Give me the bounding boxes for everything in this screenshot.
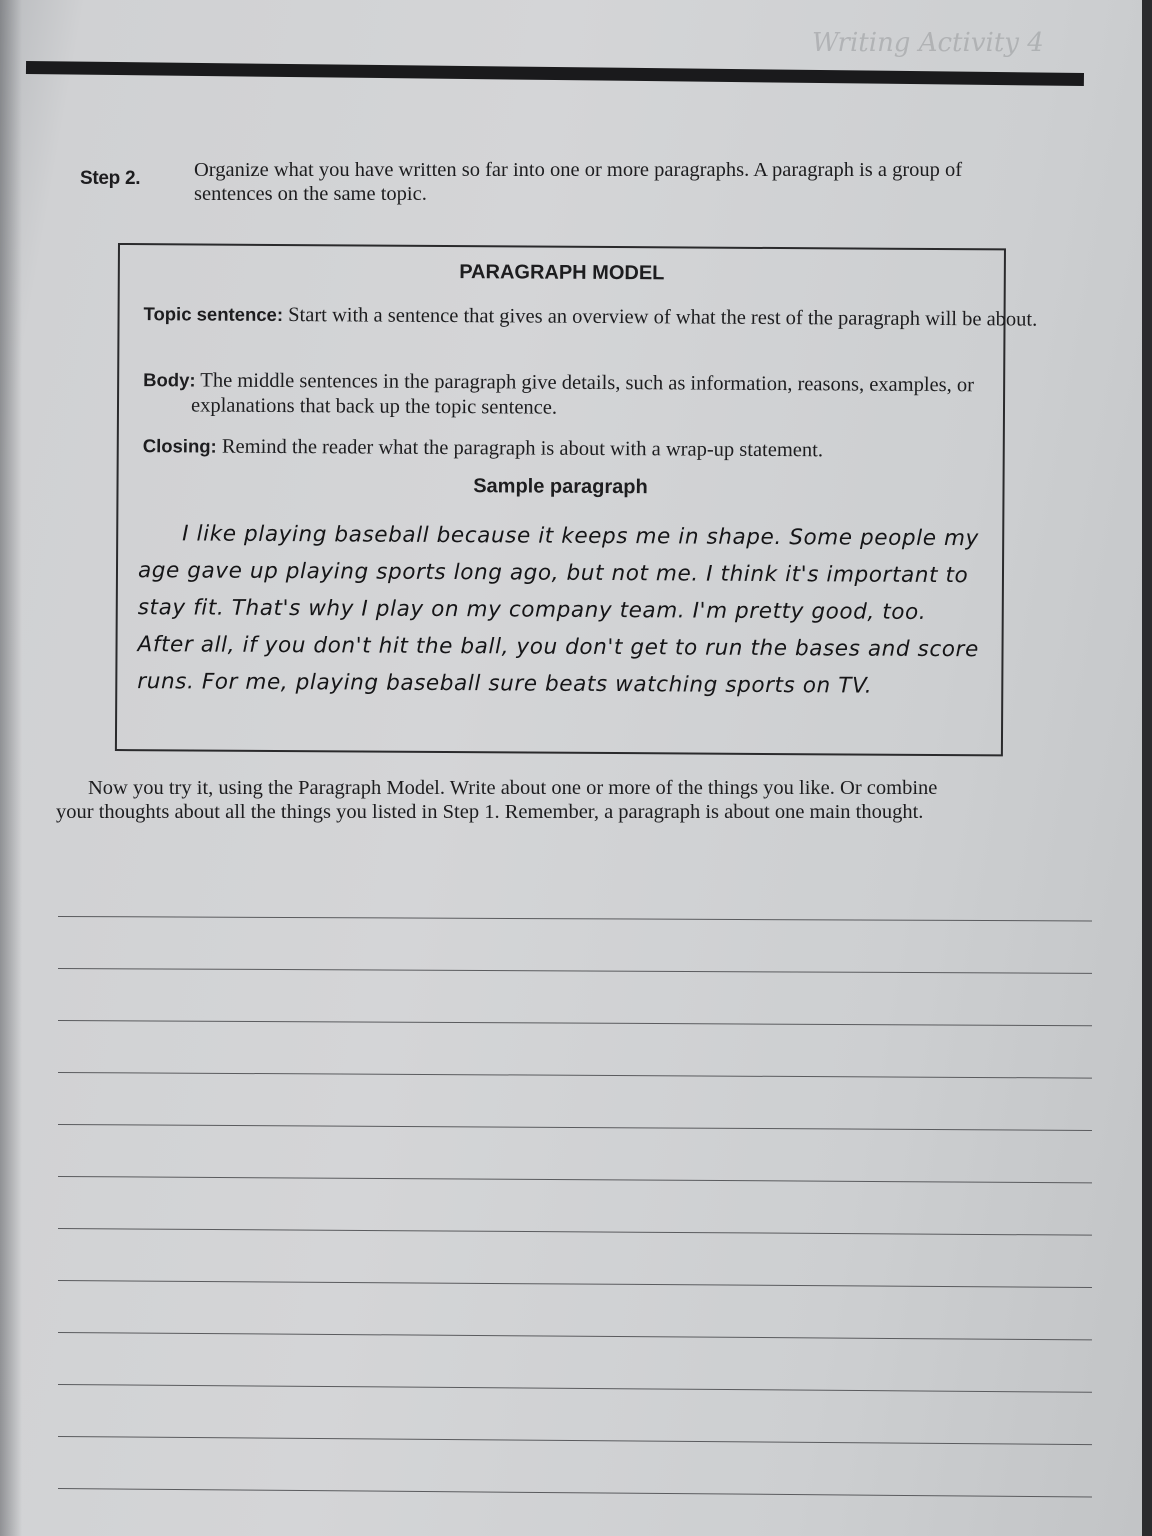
sample-paragraph-text: I like playing baseball because it keeps me in shape. Some people my age gave up playing sports long ago, but not me. I think it's important to stay fit. That's why I play on my company team. I'm pretty good, too. After all, if you don't hit the ball, you don't get to run the bases and score runs. For me, playing baseball sure beats watching sports on TV.	[137, 521, 979, 699]
definition-term: Topic sentence:	[143, 303, 284, 326]
writing-line[interactable]	[58, 1332, 1092, 1340]
writing-line[interactable]	[58, 1280, 1092, 1288]
instructions-line-2: your thoughts about all the things you listed in Step 1. Remember, a paragraph is about one main thought.	[56, 801, 924, 823]
writing-line[interactable]	[58, 916, 1092, 922]
definition-text: The middle sentences in the paragraph give details, such as information, reasons, examples, or explanations that back up the topic sentence.	[190, 369, 975, 419]
paragraph-model-title: PARAGRAPH MODEL	[459, 261, 665, 285]
definition-body	[143, 367, 1041, 423]
definition-text: Remind the reader what the paragraph is about with a wrap-up statement.	[221, 435, 824, 462]
step2-text: Organize what you have written so far into one or more paragraphs. A paragraph is a group of sentences on the same topic.	[194, 159, 963, 205]
writing-line[interactable]	[58, 1384, 1092, 1393]
sample-paragraph-title: Sample paragraph	[473, 475, 648, 499]
writing-line[interactable]	[58, 1072, 1092, 1079]
writing-line[interactable]	[58, 1176, 1092, 1183]
writing-line[interactable]	[58, 1228, 1092, 1236]
writing-line[interactable]	[58, 1488, 1092, 1497]
step2-label: Step 2.	[80, 168, 141, 189]
writing-line[interactable]	[58, 1124, 1092, 1131]
definition-topic-sentence	[143, 301, 1041, 332]
definition-term: Closing:	[142, 435, 217, 457]
definition-term: Body:	[143, 369, 196, 391]
page-edge-shadow	[0, 0, 22, 1536]
instructions-line-1: Now you try it, using the Paragraph Model. Write about one or more of the things you like. Or combine	[88, 777, 938, 799]
paragraph-model-box	[115, 243, 1038, 756]
writing-line[interactable]	[58, 968, 1092, 974]
bleed-through-title: Writing Activity 4	[812, 28, 1044, 58]
definition-text: Start with a sentence that gives an overview of what the rest of the paragraph will be about.	[288, 304, 1038, 331]
writing-line[interactable]	[58, 1436, 1092, 1445]
instructions	[56, 776, 1096, 824]
writing-line[interactable]	[58, 1020, 1092, 1026]
header-rule	[26, 61, 1084, 86]
definition-closing	[143, 433, 1041, 464]
